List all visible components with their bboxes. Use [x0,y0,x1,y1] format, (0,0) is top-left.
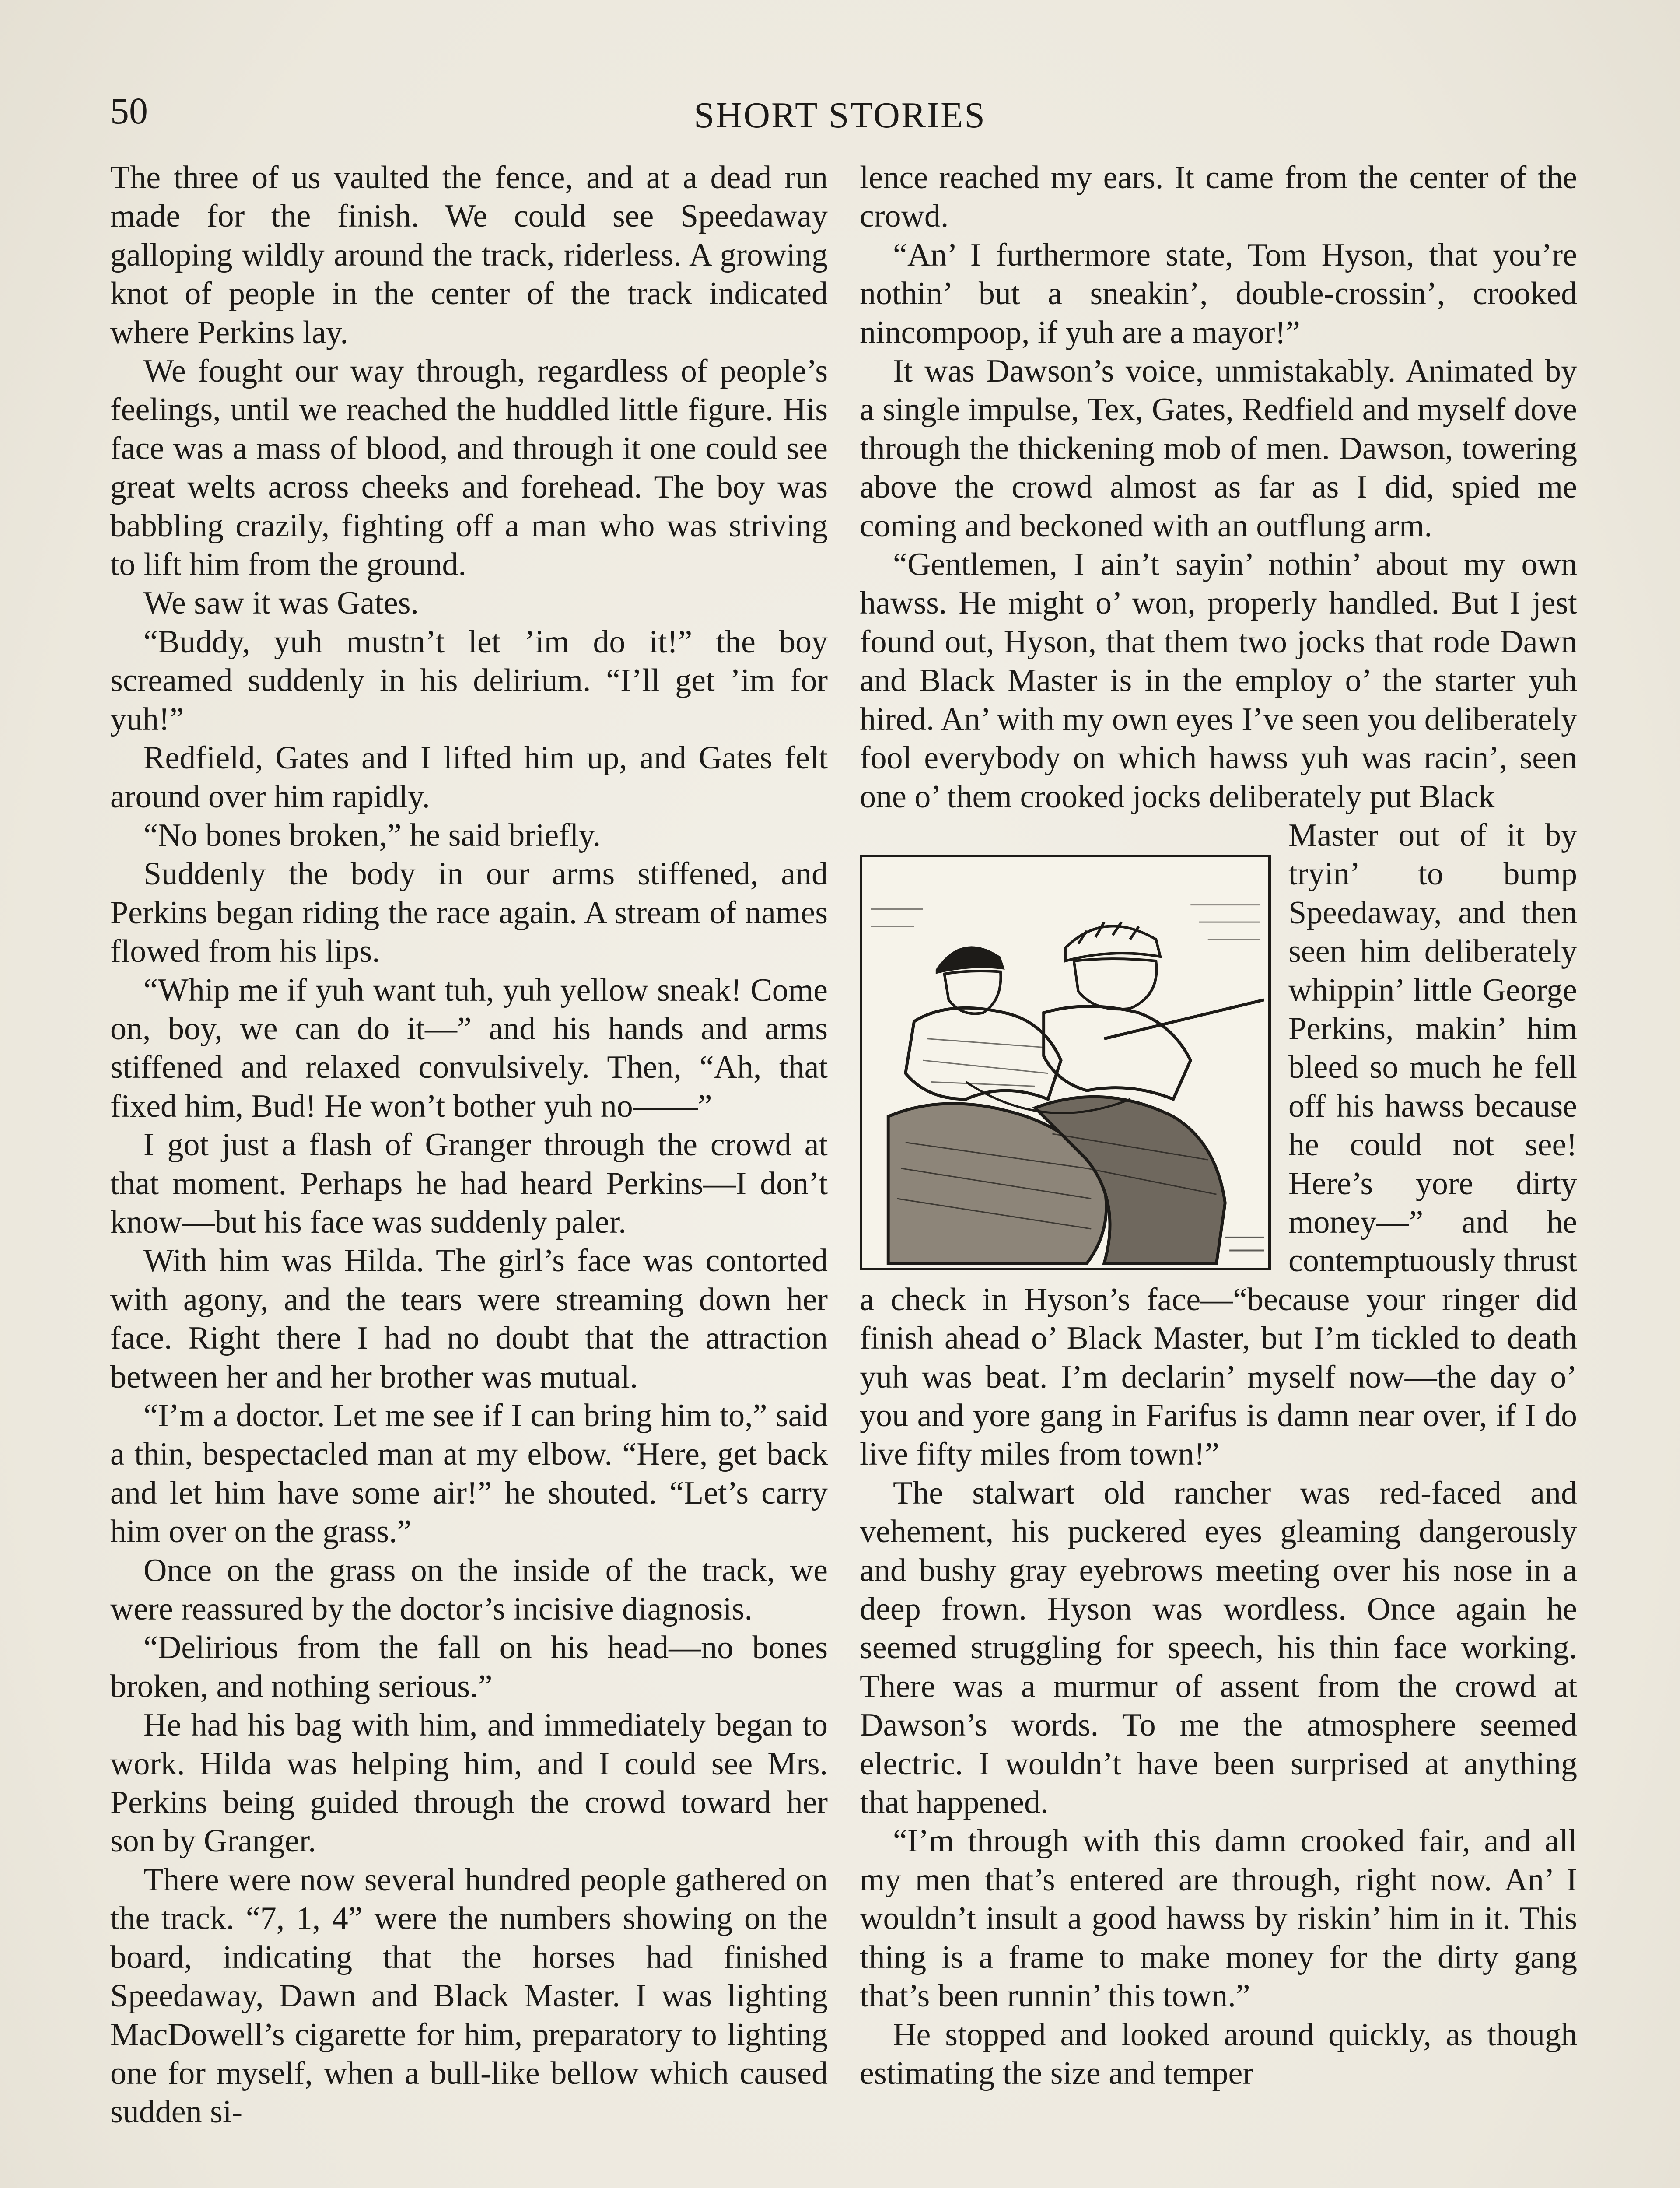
paragraph: The three of us vaulted the fence, and at a dead run made for the finish. We could see Speedaway galloping wildly around the track, riderless. A growing knot of people in the center of the track indicated where Perkins lay. [110,160,828,351]
paragraph: We fought our way through, regardless of people’s feelings, until we reached the huddled little figure. His face was a mass of blood, and through it one could see great welts across cheeks and forehead. The boy was babbling crazily, fighting off a man who was striving to lift him from the ground. [110,353,828,583]
paragraph: There were now several hundred people gathered on the track. “7, 1, 4” were the numbers showing on the board, indicating that the horses had finished Speedaway, Dawn and Black Master. I was lighting MacDowell’s cigarette for him, preparatory to lighting one for myself, when a bull-like bellow which caused sudden si- [110,1862,828,2130]
paragraph: Redfield, Gates and I lifted him up, and Gates felt around over him rapidly. [110,740,828,815]
paragraph: “Delirious from the fall on his head—no bones broken, and nothing serious.” [110,1630,828,1704]
paragraph: “Whip me if yuh want tuh, yuh yellow sneak! Come on, boy, we can do it—” and his hands and arms stiffened and relaxed convulsively. Then, “Ah, that fixed him, Bud! He won’t bother yuh no——” [110,972,828,1124]
paragraph: He had his bag with him, and immediately began to work. Hilda was helping him, and I could see Mrs. Perkins being guided through the crowd toward her son by Granger. [110,1707,828,1859]
paragraph: With him was Hilda. The girl’s face was contorted with agony, and the tears were streaming down her face. Right there I had no doubt that the attraction between her and her brother was mutual. [110,1243,828,1395]
paragraph: “No bones broken,” he said briefly. [144,817,601,853]
paragraph: lence reached my ears. It came from the center of the crowd. [860,160,1577,235]
paragraph-wrapped: Master out of it by tryin’ to bump Speedaway, and then seen him deliberately whippin’ little George Perkins, makin’ him bleed so much he fell off his hawss because he could not see! Here’s yore dirty money—” and he contemptuously thrust a check in Hyson’s face—“because your ringer did finish ahead o’ Black Master, but I’m tickled to death yuh was beat. I’m declarin’ myself now—the day o’ you and yore gang in Farifus is damn near over, if I do live fifty miles from town!” [860,817,1577,1473]
paragraph: The stalwart old rancher was red-faced and vehement, his puckered eyes gleaming dangerously and bushy gray eyebrows meeting over his nose in a deep frown. Hyson was wordless. Once again he seemed struggling for speech, his thin face working. There was a murmur of assent from the crowd at Dawson’s words. To me the atmosphere seemed electric. I wouldn’t have been surprised at anything that happened. [860,1475,1577,1821]
paragraph: Suddenly the body in our arms stiffened, and Perkins began riding the race again. A stream of names flowed from his lips. [110,856,828,970]
running-title: SHORT STORIES [693,95,986,136]
paragraph: We saw it was Gates. [144,585,419,621]
paragraph: “Gentlemen, I ain’t sayin’ nothin’ about my own hawss. He might o’ won, properly handled. But I jest found out, Hyson, that them two jocks that rode Dawn and Black Master is in the employ o’ the starter yuh hired. An’ with my own eyes I’ve seen you deliberately fool everybody on which hawss yuh was racin’, seen one o’ them crooked jocks deliberately put Black [860,547,1577,815]
paragraph: He stopped and looked around quickly, as though estimating the size and temper [860,2016,1577,2091]
page-number: 50 [110,90,148,132]
paragraph: “Buddy, yuh mustn’t let ’im do it!” the boy screamed suddenly in his delirium. “I’ll get ’im for yuh!” [110,624,828,737]
paragraph: I got just a flash of Granger through the crowd at that moment. Perhaps he had heard Perkins—I don’t know—but his face was suddenly paler. [110,1127,828,1240]
paragraph: “I’m through with this damn crooked fair, and all my men that’s entered are through, right now. An’ I wouldn’t insult a good hawss by riskin’ him in it. This thing is a frame to make money for the dirty gang that’s been runnin’ this town.” [860,1823,1577,2014]
left-column [110,158,828,2188]
paragraph: “An’ I furthermore state, Tom Hyson, that you’re nothin’ but a sneakin’, double-crossin’, crooked nincompoop, if yuh are a mayor!” [860,237,1577,351]
paragraph: “I’m a doctor. Let me see if I can bring him to,” said a thin, bespectacled man at my elbow. “Here, get back and let him have some air!” he shouted. “Let’s carry him over on the grass.” [110,1398,828,1550]
paragraph: Once on the grass on the inside of the track, we were reassured by the doctor’s incisive diagnosis. [110,1552,828,1627]
jockeys-racing-drawing [862,857,1268,1268]
jockeys-illustration [860,855,1271,1270]
right-column [860,158,1577,2188]
paragraph: It was Dawson’s voice, unmistakably. Animated by a single impulse, Tex, Gates, Redfield and myself dove through the thickening mob of men. Dawson, towering above the crowd almost as far as I did, spied me coming and beckoned with an outflung arm. [860,353,1577,544]
